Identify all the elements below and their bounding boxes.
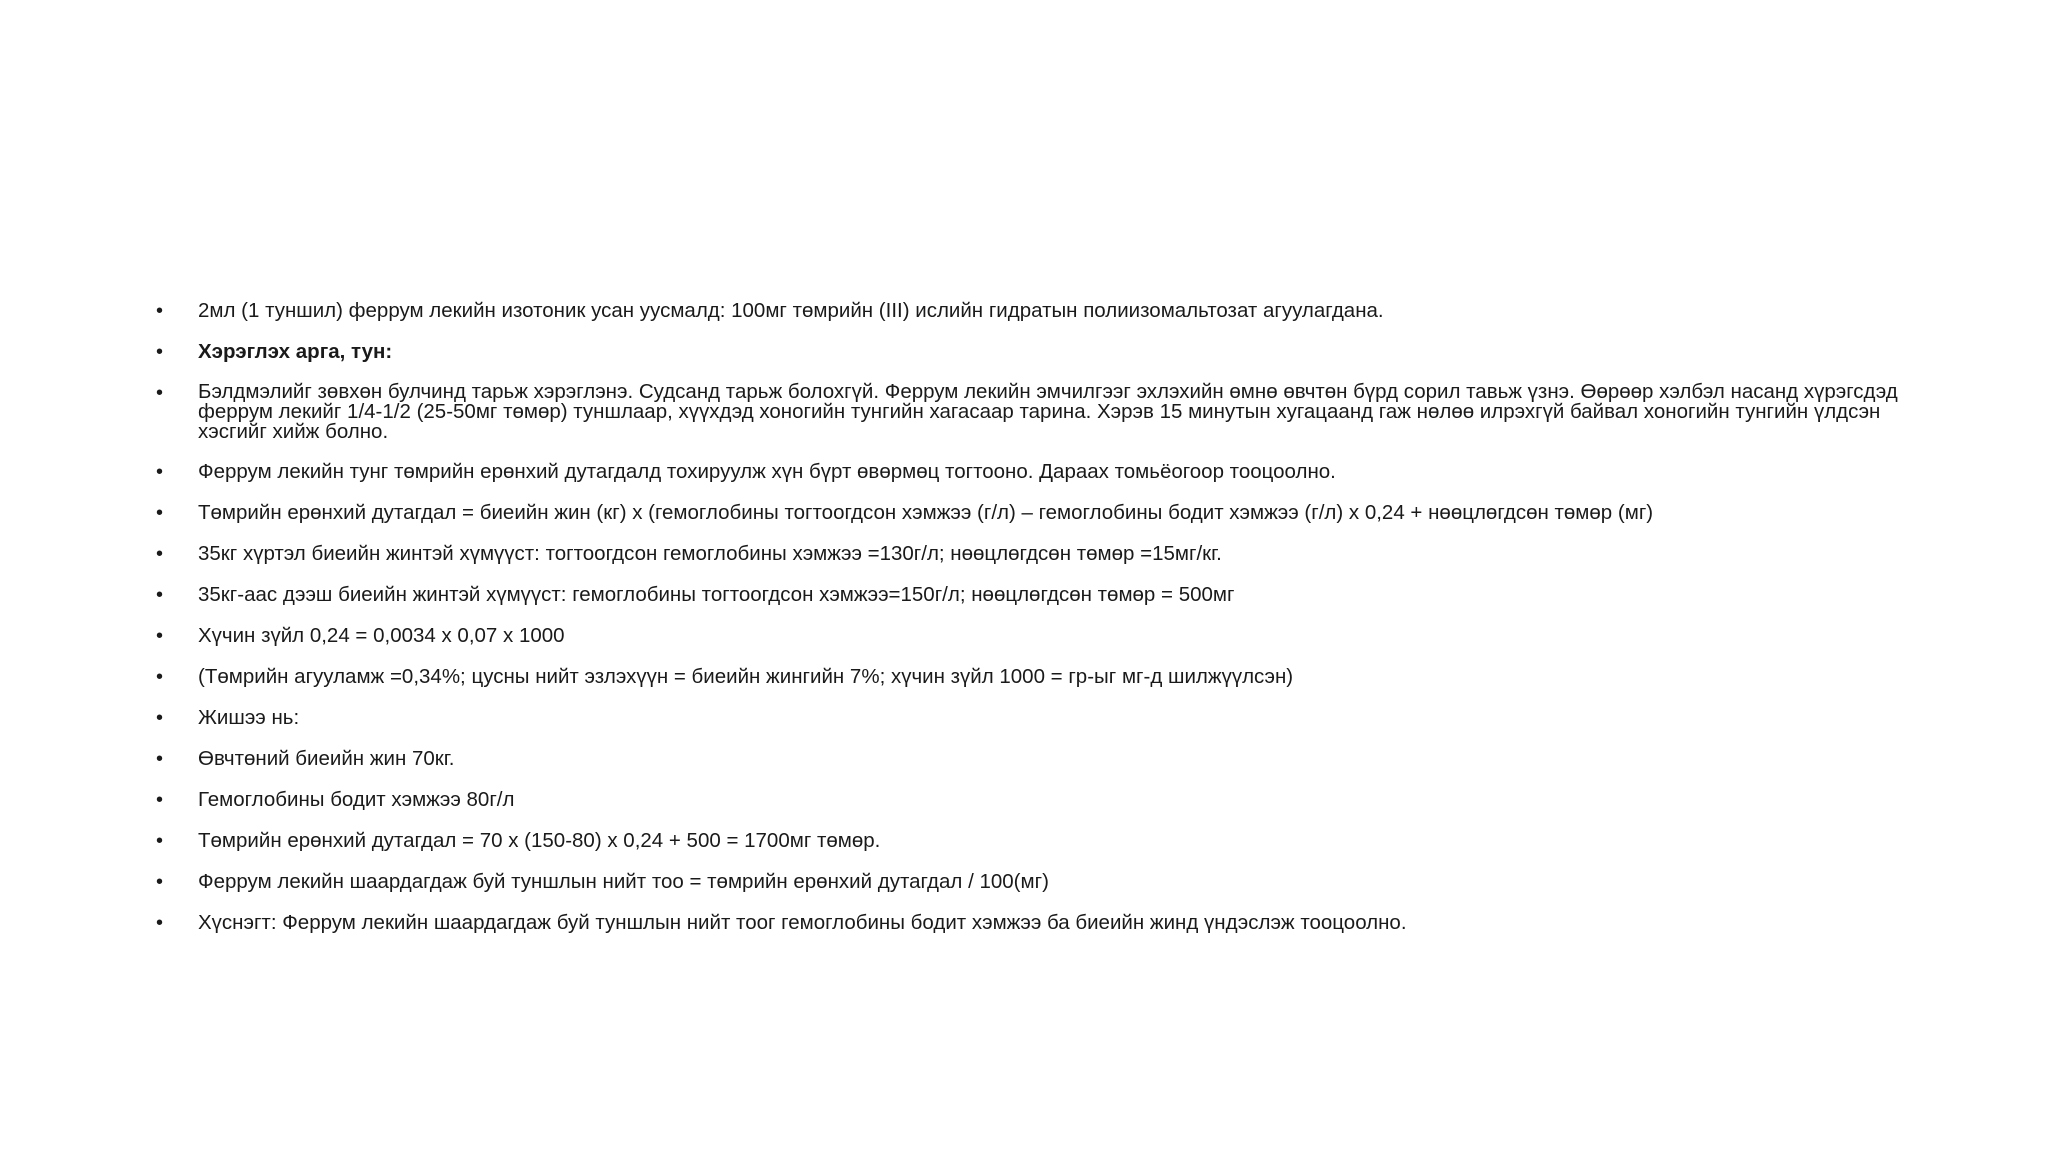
bullet-marker: • bbox=[156, 382, 164, 404]
list-item bbox=[0, 912, 2048, 934]
bullet-marker: • bbox=[156, 502, 164, 524]
list-item-text: Феррум лекийн тунг төмрийн ерөнхий дутагдалд тохируулж хүн бүрт өвөрмөц тогтооно. Дараах томьёогоор тооцоолно. bbox=[198, 460, 1336, 483]
list-item-text: Хүчин зүйл 0,24 = 0,0034 x 0,07 x 1000 bbox=[198, 624, 565, 647]
bullet-marker: • bbox=[156, 789, 164, 811]
list-item bbox=[0, 748, 2048, 770]
list-item-text: Жишээ нь: bbox=[198, 706, 300, 729]
list-item bbox=[0, 666, 2048, 688]
section-heading: Хэрэглэх арга, тун: bbox=[198, 340, 393, 363]
bullet-marker: • bbox=[156, 707, 164, 729]
bullet-marker: • bbox=[156, 871, 164, 893]
bullet-marker: • bbox=[156, 341, 164, 363]
list-item bbox=[0, 830, 2048, 852]
list-item bbox=[0, 584, 2048, 606]
list-item bbox=[0, 789, 2048, 811]
list-item bbox=[0, 543, 2048, 565]
list-item bbox=[0, 382, 2048, 442]
list-item-text: 35кг хүртэл биеийн жинтэй хүмүүст: тогтоогдсон гемоглобины хэмжээ =130г/л; нөөцлөгдсөн төмөр =15мг/кг. bbox=[198, 542, 1222, 565]
list-item bbox=[0, 625, 2048, 647]
list-item-text: Хүснэгт: Феррум лекийн шаардагдаж буй туншлын нийт тоог гемоглобины бодит хэмжээ ба биеийн жинд үндэслэж тооцоолно. bbox=[198, 911, 1407, 934]
list-item-text: Өвчтөний биеийн жин 70кг. bbox=[198, 747, 455, 770]
bullet-marker: • bbox=[156, 543, 164, 565]
list-item bbox=[0, 300, 2048, 322]
list-item-text: Феррум лекийн шаардагдаж буй туншлын нийт тоо = төмрийн ерөнхий дутагдал / 100(мг) bbox=[198, 870, 1049, 893]
list-item bbox=[0, 871, 2048, 893]
list-item bbox=[0, 707, 2048, 729]
bullet-marker: • bbox=[156, 666, 164, 688]
bullet-marker: • bbox=[156, 912, 164, 934]
list-item-text: 2мл (1 туншил) феррум лекийн изотоник усан уусмалд: 100мг төмрийн (III) ислийн гидратын полиизомальтозат агуулагдана. bbox=[198, 299, 1384, 322]
bullet-marker: • bbox=[156, 300, 164, 322]
bullet-marker: • bbox=[156, 625, 164, 647]
list-item bbox=[0, 502, 2048, 524]
list-item-text: Гемоглобины бодит хэмжээ 80г/л bbox=[198, 788, 515, 811]
list-item-text: 35кг-аас дээш биеийн жинтэй хүмүүст: гемоглобины тогтоогдсон хэмжээ=150г/л; нөөцлөгдсөн төмөр = 500мг bbox=[198, 583, 1235, 606]
bullet-marker: • bbox=[156, 584, 164, 606]
bullet-marker: • bbox=[156, 748, 164, 770]
list-item bbox=[0, 461, 2048, 483]
list-item bbox=[0, 341, 2048, 363]
list-item-text: Бэлдмэлийг зөвхөн булчинд тарьж хэрэглэнэ. Судсанд тарьж болохгүй. Феррум лекийн эмчилгээг эхлэхийн өмнө өвчтөн бүрд сорил тавьж үзнэ. Өөрөөр хэлбэл насанд хүрэгсдэд феррум лекийг 1/4-1/2 (25-50мг төмөр) туншлаар, хүүхдэд хоногийн тунгийн хагасаар тарина. Хэрэв 15 минутын хугацаанд гаж нөлөө илрэхгүй байвал хоногийн тунгийн үлдсэн хэсгийг хийж болно. bbox=[198, 380, 1898, 443]
bullet-marker: • bbox=[156, 830, 164, 852]
bullet-marker: • bbox=[156, 461, 164, 483]
bullet-list bbox=[0, 300, 2048, 953]
list-item-text: Төмрийн ерөнхий дутагдал = 70 x (150-80) x 0,24 + 500 = 1700мг төмөр. bbox=[198, 829, 881, 852]
formula-text: Төмрийн ерөнхий дутагдал = биеийн жин (кг) x (гемоглобины тогтоогдсон хэмжээ (г/л) – гемоглобины бодит хэмжээ (г/л) x 0,24 + нөөцлөгдсөн төмөр (мг) bbox=[198, 501, 1654, 524]
list-item-text: (Төмрийн агууламж =0,34%; цусны нийт эзлэхүүн = биеийн жингийн 7%; хүчин зүйл 1000 = гр-ыг мг-д шилжүүлсэн) bbox=[198, 665, 1294, 688]
